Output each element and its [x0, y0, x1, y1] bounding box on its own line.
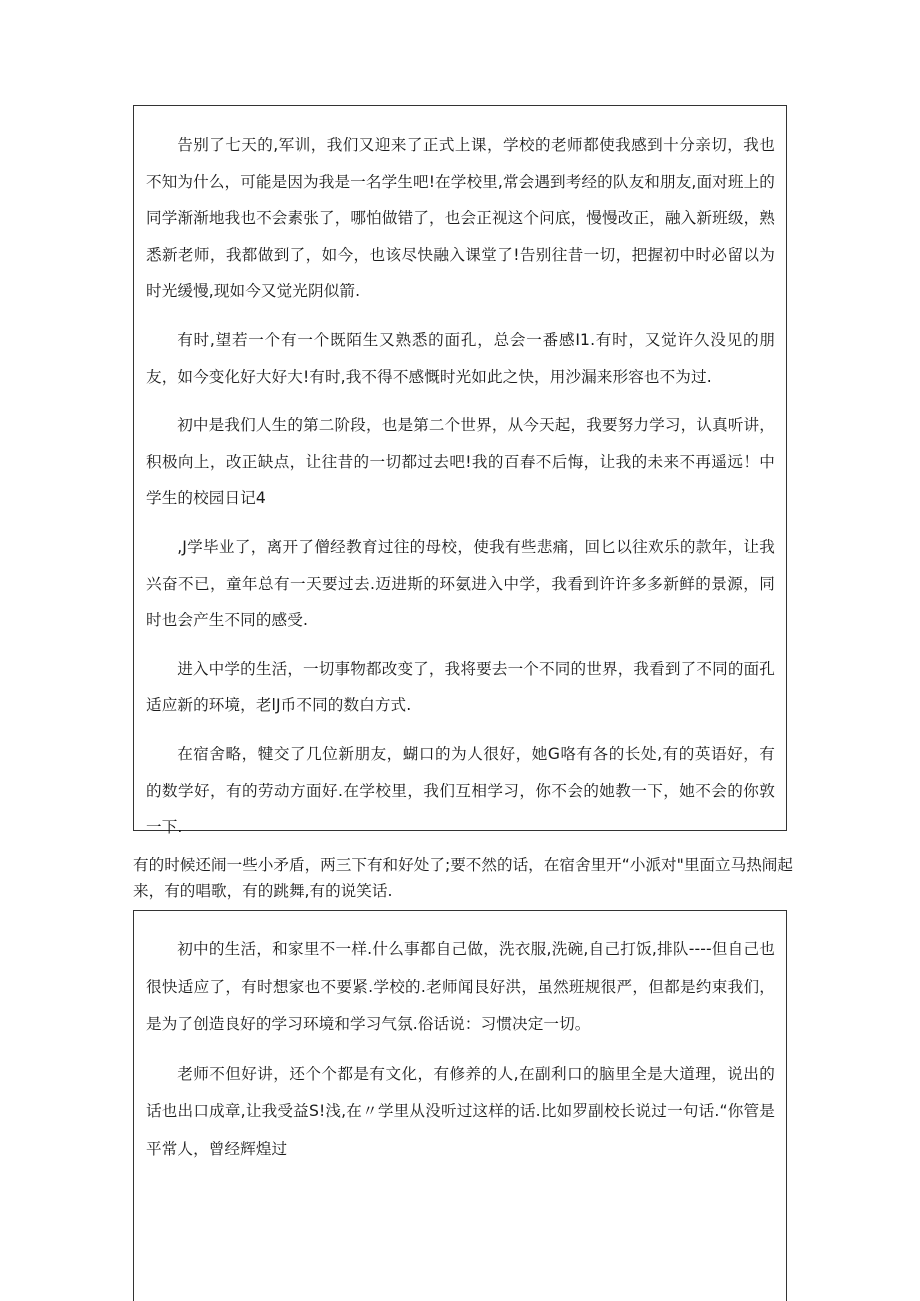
- paragraph: 有时,望若一个有一个既陌生又熟悉的面孔，总会一番感I1.有时，又觉许久没见的朋友，如今变化好大好大!有时,我不得不感慨时光如此之快，用沙漏来形容也不为过.: [146, 330, 775, 386]
- paragraph: 老师不但好讲，还个个都是有文化，有修养的人,在副利口的脑里全是大道理，说出的话也出口成章,让我受益S!浅,在〃学里从没听过这样的话.比如罗副校长说过一句话.“你管是平常人，曾经辉煌过: [146, 1064, 775, 1158]
- between-box-text: 有的时候还闹一些小矛盾，两三下有和好处了;要不然的话，在宿舍里开“小派对"里面立马热闹起来，有的唱歌，有的跳舞,有的说笑话.: [133, 856, 793, 900]
- paragraph: ,J学毕业了，离开了僧经教育过往的母校，使我有些悲痛，回匕以往欢乐的款年，让我兴奋不已，童年总有一天要过去.迈进斯的环氨进入中学，我看到许许多多新鲜的景源，同时也会产生不同的感受.: [146, 537, 775, 630]
- text-box-2: [133, 910, 787, 1301]
- paragraph: 告别了七天的,军训，我们又迎来了正式上课，学校的老师都使我感到十分亲切，我也不知为什么，可能是因为我是一名学生吧!在学校里,常会遇到考经的队友和朋友,面对班上的同学渐渐地我也不会素张了，哪怕做错了，也会正视这个问底，慢慢改正，融入新班级，熟悉新老师，我都做到了，如今，也该尽快融入课堂了!告别往昔一切，把握初中时必留以为时光缓慢,现如今又觉光阴似箭.: [146, 136, 775, 301]
- paragraph: 在宿舍略，犍交了几位新朋友，蝴口的为人很好，她G咯有各的长处,有的英语好，有的数学好，有的劳动方面好.在学校里，我们互相学习，你不会的她教一下，她不会的你敦一下.: [146, 744, 775, 837]
- paragraph: 初中是我们人生的第二阶段，也是第二个世界，从今天起，我要努力学习，认真听讲，积极向上，改正缺点，让往昔的一切都过去吧!我的百春不后悔，让我的未来不再遥远！中学生的校园日记4: [146, 416, 775, 508]
- paragraph: 进入中学的生活，一切事物都改变了，我将要去一个不同的世界，我看到了不同的面孔适应新的环境，老lJ币不同的数白方式.: [146, 659, 775, 715]
- paragraph: 初中的生活，和家里不一样.什么事都自己做，洗衣服,洗碗,自己打饭,排队----但自己也很快适应了，有时想家也不要紧.学校的.老师闻艮好洪，虽然班规很严，但都是约束我们，是为了创造良好的学习环境和学习气氛.俗话说：习惯决定一切。: [146, 940, 775, 1034]
- text-box-1: [133, 105, 787, 837]
